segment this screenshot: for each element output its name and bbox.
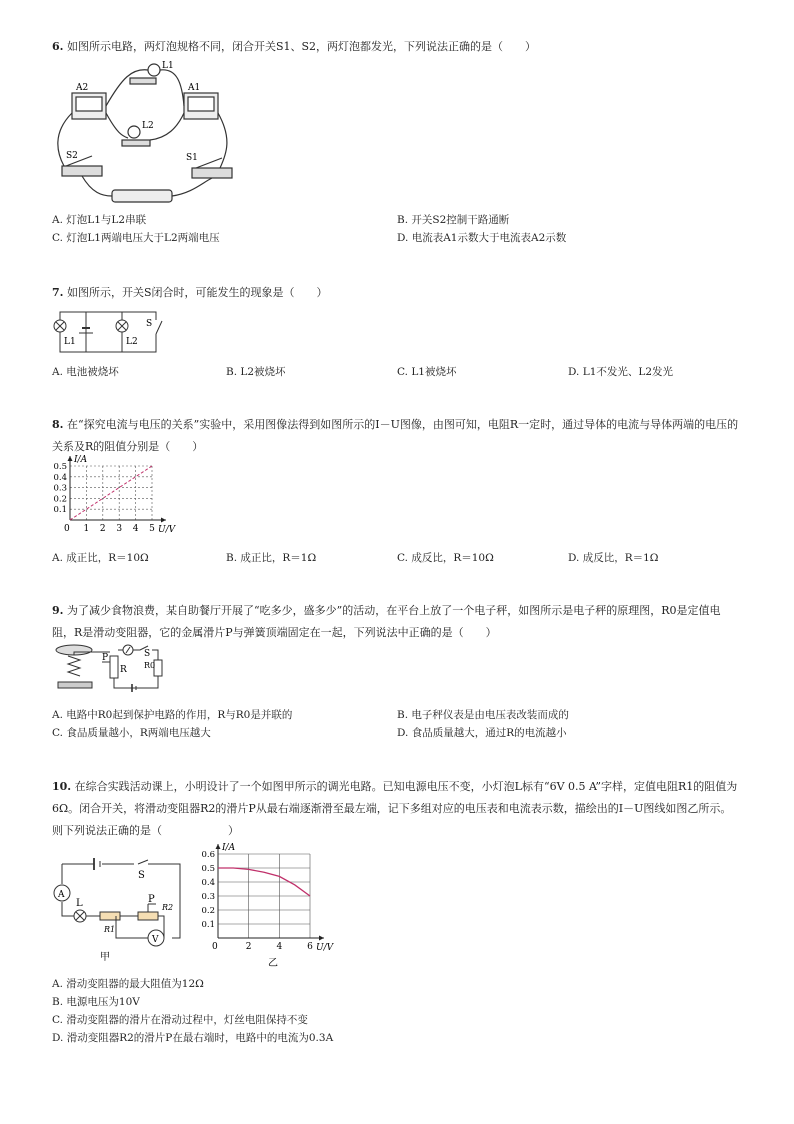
option-c[interactable]: C. L1被烧坏 — [397, 366, 457, 378]
question-10 — [52, 776, 742, 842]
x-tick-label: 6 — [307, 942, 313, 952]
label-l2: L2 — [126, 337, 138, 347]
option-b[interactable]: B. L2被烧坏 — [226, 366, 286, 378]
question-number: 6. — [52, 40, 64, 53]
dimmer-circuit-figure — [52, 848, 192, 966]
rheostat-r2 — [138, 912, 158, 920]
label-l1: L1 — [64, 337, 76, 347]
switch-s1 — [192, 168, 232, 178]
label-v: V — [152, 935, 159, 945]
option-a[interactable]: A. 电路中R0起到保护电路的作用，R与R0是并联的 — [52, 709, 293, 721]
y-axis-label: I/A — [222, 843, 236, 853]
option-b[interactable]: B. 电子秤仪表是由电压表改装而成的 — [397, 709, 569, 721]
option-d[interactable]: D. 食品质量越大，通过R的电流越小 — [397, 727, 567, 739]
question-stem: 7. 如图所示，开关S闭合时，可能发生的现象是（ ） — [52, 286, 328, 299]
option-c[interactable]: C. 成反比，R＝10Ω — [397, 552, 494, 564]
x-tick-label: 4 — [276, 942, 283, 952]
option-d[interactable]: D. 电流表A1示数大于电流表A2示数 — [397, 232, 567, 244]
question-7 — [52, 282, 742, 304]
origin-label: 0 — [212, 942, 218, 952]
label-r0: R0 — [144, 661, 156, 670]
origin-label: 0 — [64, 524, 70, 534]
option-b[interactable]: B. 开关S2控制干路通断 — [397, 214, 510, 226]
option-d[interactable]: D. 成反比，R＝1Ω — [568, 552, 659, 564]
label-s2: S2 — [66, 151, 78, 161]
x-axis-label: U/V — [158, 525, 176, 535]
question-stem: 9. 为了减少食物浪费，某自助餐厅开展了“吃多少，盛多少”的活动，在平台上放了一个电子秤，如图所示是电子秤的原理图，R0是定值电阻，R是滑动变阻器，它的金属滑片P与弹簧顶端固定在一起，下列说法中正确的是（ ） — [52, 604, 721, 639]
question-number: 8. — [52, 418, 64, 431]
option-b[interactable]: B. 电源电压为10V — [52, 996, 140, 1008]
option-c[interactable]: C. 灯泡L1两端电压大于L2两端电压 — [52, 232, 220, 244]
label-s: S — [138, 870, 145, 881]
electronic-scale-figure — [52, 642, 172, 694]
resistor-r0 — [154, 660, 162, 676]
label-a: A — [58, 890, 65, 900]
x-axis-arrow — [161, 518, 166, 523]
label-l: L — [76, 898, 83, 909]
x-axis-arrow — [319, 936, 324, 941]
x-tick-label: 3 — [116, 524, 123, 534]
question-stem: 10. 在综合实践活动课上，小明设计了一个如图甲所示的调光电路。已知电源电压不变，小灯泡L标有“6V 0.5 A”字样，定值电阻R1的阻值为6Ω。闭合开关，将滑动变阻器R2的滑片P从最右端逐渐滑至最左端，记下多组对应的电压表和电流表示数，描绘出的I－U图线如图乙所示。则下列说法正确的是（ ） — [52, 780, 738, 837]
question-number: 10. — [52, 780, 72, 793]
bulb-l2 — [128, 126, 140, 138]
option-b[interactable]: B. 成正比，R＝1Ω — [226, 552, 317, 564]
x-tick-label: 4 — [132, 524, 139, 534]
battery-cell — [79, 312, 93, 352]
y-tick-label: 0.2 — [53, 494, 67, 505]
label-l2: L2 — [142, 121, 154, 131]
caption-jia: 甲 — [100, 952, 110, 963]
label-l1: L1 — [162, 61, 174, 71]
i-u-curve-chart — [198, 836, 338, 972]
series-switch-circuit-figure — [52, 306, 164, 356]
label-r2: R2 — [162, 903, 174, 912]
option-d[interactable]: D. L1不发光、L2发光 — [568, 366, 674, 378]
label-p: P — [102, 653, 109, 663]
y-tick-label: 0.1 — [201, 920, 215, 930]
y-axis-arrow — [68, 456, 73, 461]
x-tick-label: 1 — [83, 524, 90, 534]
switch-s2 — [62, 166, 102, 176]
y-axis-arrow — [216, 844, 221, 849]
question-6 — [52, 36, 742, 58]
y-tick-label: 0.2 — [201, 906, 215, 916]
label-p: P — [148, 894, 155, 905]
spring — [68, 656, 80, 676]
label-r1: R1 — [104, 925, 116, 934]
switch-s — [152, 320, 162, 334]
battery — [112, 190, 172, 202]
resistor-r1 — [100, 912, 120, 920]
x-tick-label: 5 — [149, 524, 155, 534]
y-tick-label: 0.5 — [201, 864, 215, 874]
data-series-line — [70, 466, 152, 520]
option-a[interactable]: A. 滑动变阻器的最大阻值为12Ω — [52, 978, 204, 990]
option-a[interactable]: A. 成正比，R＝10Ω — [52, 552, 149, 564]
lamp-l1 — [54, 320, 66, 332]
rheostat-r — [110, 656, 118, 678]
bulb-l1 — [148, 64, 160, 76]
label-a2: A2 — [76, 83, 89, 93]
x-tick-label: 2 — [99, 524, 106, 534]
label-s: S — [146, 319, 153, 329]
y-tick-label: 0.3 — [201, 892, 215, 902]
label-r: R — [120, 665, 127, 675]
x-axis-label: U/V — [316, 943, 334, 953]
y-tick-label: 0.4 — [201, 878, 215, 888]
y-tick-label: 0.5 — [53, 462, 67, 472]
y-axis-label: I/A — [74, 455, 88, 465]
label-s: S — [144, 649, 151, 659]
question-number: 7. — [52, 286, 64, 299]
y-tick-label: 0.1 — [53, 505, 67, 516]
parallel-circuit-figure — [52, 58, 282, 208]
option-c[interactable]: C. 食品质量越小，R两端电压越大 — [52, 727, 211, 739]
label-s1: S1 — [186, 153, 198, 163]
i-u-linear-chart — [52, 452, 182, 538]
y-tick-label: 0.4 — [53, 472, 67, 483]
question-stem: 6. 如图所示电路，两灯泡规格不同，闭合开关S1、S2，两灯泡都发光，下列说法正确的是（ ） — [52, 40, 537, 53]
label-a1: A1 — [188, 83, 201, 93]
option-a[interactable]: A. 电池被烧坏 — [52, 366, 119, 378]
y-tick-label: 0.3 — [53, 483, 67, 494]
y-tick-label: 0.6 — [201, 850, 215, 860]
option-a[interactable]: A. 灯泡L1与L2串联 — [52, 214, 147, 226]
x-tick-label: 2 — [245, 942, 252, 952]
question-number: 9. — [52, 604, 64, 617]
caption-yi: 乙 — [268, 958, 278, 969]
question-9 — [52, 600, 742, 644]
option-d[interactable]: D. 滑动变阻器R2的滑片P在最右端时，电路中的电流为0.3A — [52, 1032, 334, 1044]
option-c[interactable]: C. 滑动变阻器的滑片在滑动过程中，灯丝电阻保持不变 — [52, 1014, 308, 1026]
question-stem: 8. 在“探究电流与电压的关系”实验中，采用图像法得到如图所示的I－U图像，由图可知，电阻R一定时，通过导体的电流与导体两端的电压的关系及R的阻值分别是（ ） — [52, 418, 739, 453]
